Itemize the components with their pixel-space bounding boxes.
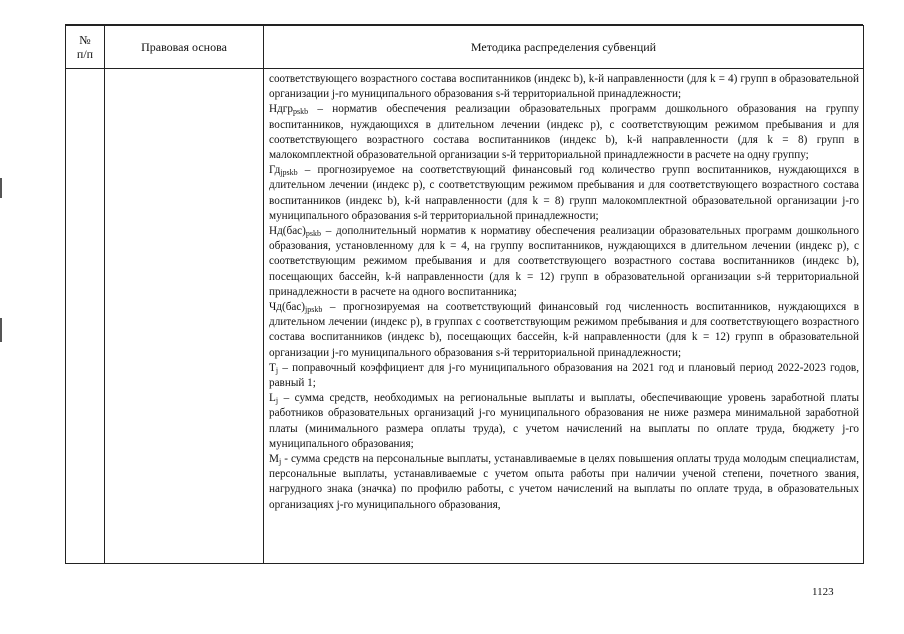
paragraph-1: Ндгр$_{pskb}$ – норматив обеспечения реализации образовательных программ дошкольного образования на группу воспитанников, нуждающихся в длительном лечении (индекс p), с соответствующим режимом пребывания и для соответствующего возрастного состава воспитанников (индекс b), k-й направленности (для k = 8) групп в малокомплектной образовательной организации s-й территориальной принадлежности в расчете на одну группу; [269,103,859,162]
table-header-row [66,26,864,69]
document-table [65,25,864,564]
scan-edge-mark [0,178,2,198]
paragraph-4: $Чд(бас)_{jpskb}$ – прогнозируемая на соответствующий финансовый год численность воспитанников, нуждающихся в длительном лечении (индекс p), в группах с соответствующим режимом пребывания и для соответствующего возрастного состава воспитанников (индекс b), посещающих бассейн, k-й направленности (для k = 12) групп в образовательной организации j-го муниципального образования s-й территориальной принадлежности; [269,301,859,359]
paragraph-3: $Нд(бас)_{pskb}$ – дополнительный норматив к нормативу обеспечения реализации образовательных программ дошкольного образования, установленному для k = 4, на группу воспитанников, нуждающихся в длительном лечении (индекс p), с соответствующим режимом пребывания и для соответствующего возрастного состава воспитанников (индекс b), посещающих бассейн, k-й направленности (для k = 12) групп в образовательной организации s-й территориальной принадлежности в расчете на одного воспитанника; [269,225,859,298]
paragraph-0: соответствующего возрастного состава воспитанников (индекс b), k-й направленности (для k = 4) групп в образовательной организации j-го муниципального образования s-й территориальной принадлежности; [269,73,859,101]
scan-edge-mark [0,318,2,342]
table-body-row [66,69,864,564]
cell-number [66,69,105,564]
header-number-line2: п/п [76,47,94,61]
paragraph-5: $T_j$ – поправочный коэффициент для j-го муниципального образования на 2021 год и плановый период 2022-2023 годов, равный 1; [269,361,859,390]
cell-legal-basis [105,69,264,564]
header-number [66,26,105,69]
method-content [264,69,863,563]
header-number-line1: № [79,33,91,47]
paragraph-7: $M_j$ - сумма средств на персональные выплаты, устанавливаемые в целях повышения оплаты труда молодым специалистам, персональные выплаты, устанавливаемые с учетом опыта работы при наличии ученой степени, почетного звания, нагрудного знака (значка) по профилю работы, с учетом начислений на выплаты по оплате труда, в образовательных организациях j-го муниципального образования, [269,453,859,511]
page-number: 1123 [812,586,834,598]
cell-method [264,69,864,564]
paragraph-6: $L_j$ – сумма средств, необходимых на региональные выплаты и выплаты, обеспечивающие уровень заработной платы работников образовательных организаций j-го муниципального образования не ниже размера минимальной заработной платы (минимального размера оплаты труда), с учетом начислений на выплаты по оплате труда, бюджету j-го муниципального образования; [269,392,859,450]
paragraph-2: $Гд_{jpskb}$ – прогнозируемое на соответствующий финансовый год количество групп воспитанников, нуждающихся в длительном лечении (индекс p), с соответствующим режимом пребывания и для соответствующего возрастного состава воспитанников (индекс b), k-й направленности (для k = 8) групп малокомплектной образовательной организации j-го муниципального образования s-й территориальной принадлежности; [269,164,859,222]
document-table-wrapper [65,24,863,563]
header-method: Методика распределения субвенций [264,26,864,69]
header-legal-basis: Правовая основа [105,26,264,69]
